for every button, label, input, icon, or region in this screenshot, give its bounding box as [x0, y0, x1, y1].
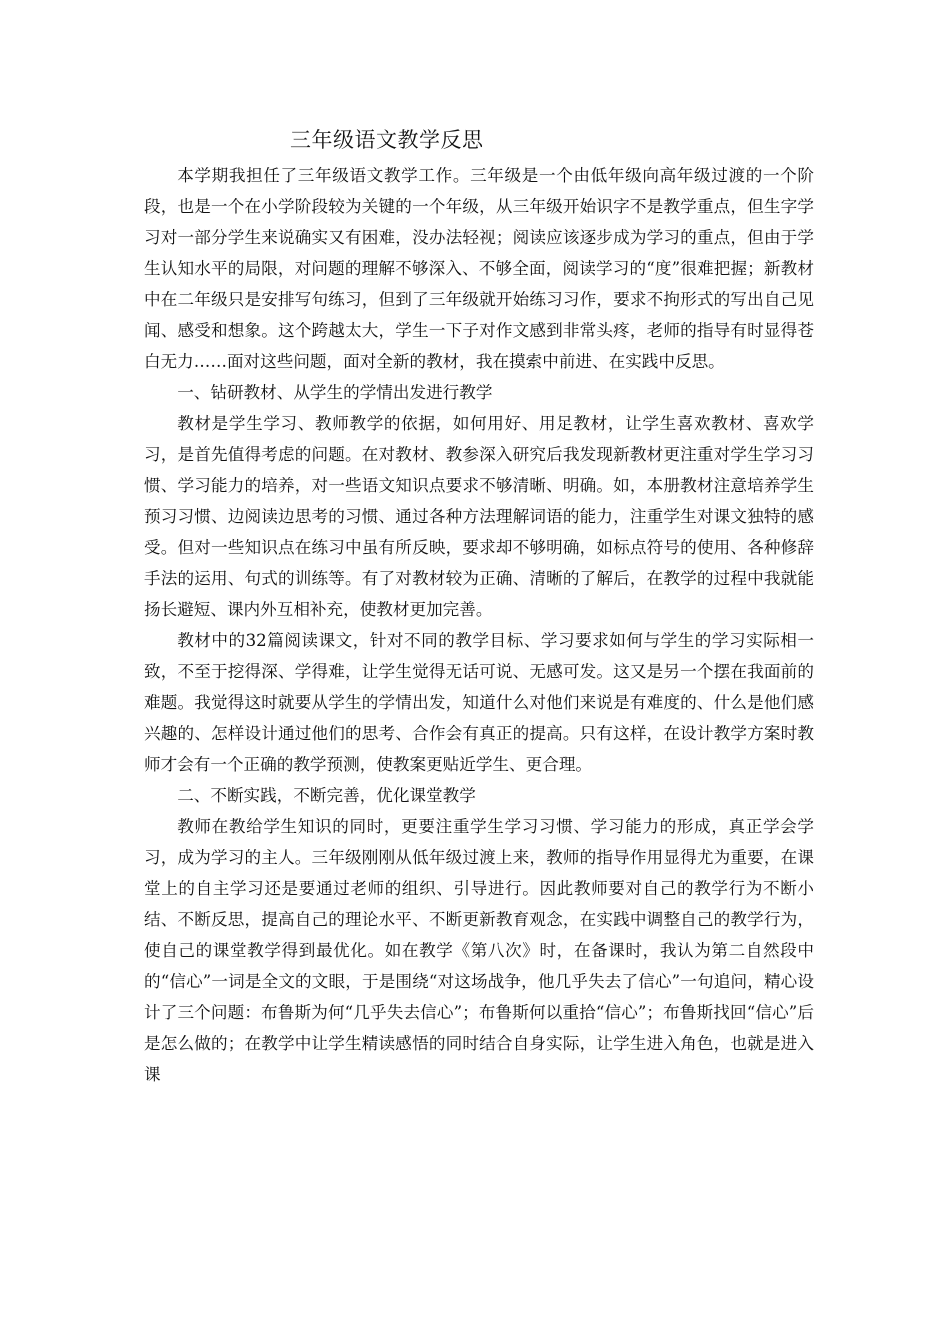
paragraph-intro: 本学期我担任了三年级语文教学工作。三年级是一个由低年级向高年级过渡的一个阶段，也是一个在小学阶段较为关键的一个年级，从三年级开始识字不是教学重点，但生字学习对一部分学生来说确实又有困难，没办法轻视；阅读应该逐步成为学习的重点，但由于学生认知水平的局限，对问题的理解不够深入、不够全面，阅读学习的“度”很难把握；新教材中在二年级只是安排写句练习，但到了三年级就开始练习习作，要求不拘形式的写出自己见闻、感受和想象。这个跨越太大，学生一下子对作文感到非常头疼，老师的指导有时显得苍白无力……面对这些问题，面对全新的教材，我在摸索中前进、在实践中反思。 — [144, 166, 814, 371]
paragraph-reading-lessons: 教材中的32篇阅读课文，针对不同的教学目标、学习要求如何与学生的学习实际相一致，不至于挖得深、学得难，让学生觉得无话可说、无感可发。这又是另一个摆在我面前的难题。我觉得这时就要从学生的学情出发，知道什么对他们来说是有难度的、什么是他们感兴趣的、怎样设计通过他们的思考、合作会有真正的提高。只有这样，在设计教学方案时教师才会有一个正确的教学预测，使教案更贴近学生、更合理。 — [144, 631, 814, 774]
section-heading-2: 二、不断实践，不断完善，优化课堂教学 — [177, 786, 476, 805]
paragraph-classroom-practice: 教师在教给学生知识的同时，更要注重学生学习习惯、学习能力的形成，真正学会学习，成为学习的主人。三年级刚刚从低年级过渡上来，教师的指导作用显得尤为重要，在课堂上的自主学习还是要通过老师的组织、引导进行。因此教师要对自己的教学行为不断小结、不断反思，提高自己的理论水平、不断更新教育观念，在实践中调整自己的教学行为，使自己的课堂教学得到最优化。如在教学《第八次》时，在备课时，我认为第二自然段中的“信心”一词是全文的文眼，于是围绕“对这场战争，他几乎失去了信心”一句追问，精心设计了三个问题：布鲁斯为何“几乎失去信心”；布鲁斯何以重拾“信心”；布鲁斯找回“信心”后是怎么做的；在教学中让学生精读感悟的同时结合自身实际，让学生进入角色，也就是进入课 — [144, 817, 814, 1084]
document-body — [144, 160, 814, 1090]
section-heading-1: 一、钻研教材、从学生的学情出发进行教学 — [177, 383, 493, 402]
document-title: 三年级语文教学反思 — [290, 128, 484, 152]
paragraph-textbook-study: 教材是学生学习、教师教学的依据，如何用好、用足教材，让学生喜欢教材、喜欢学习，是首先值得考虑的问题。在对教材、教参深入研究后我发现新教材更注重对学生学习习惯、学习能力的培养，对一些语文知识点要求不够清晰、明确。如，本册教材注意培养学生预习习惯、边阅读边思考的习惯、通过各种方法理解词语的能力，注重学生对课文独特的感受。但对一些知识点在练习中虽有所反映，要求却不够明确，如标点符号的使用、各种修辞手法的运用、句式的训练等。有了对教材较为正确、清晰的了解后，在教学的过程中我就能扬长避短、课内外互相补充，使教材更加完善。 — [144, 414, 814, 619]
